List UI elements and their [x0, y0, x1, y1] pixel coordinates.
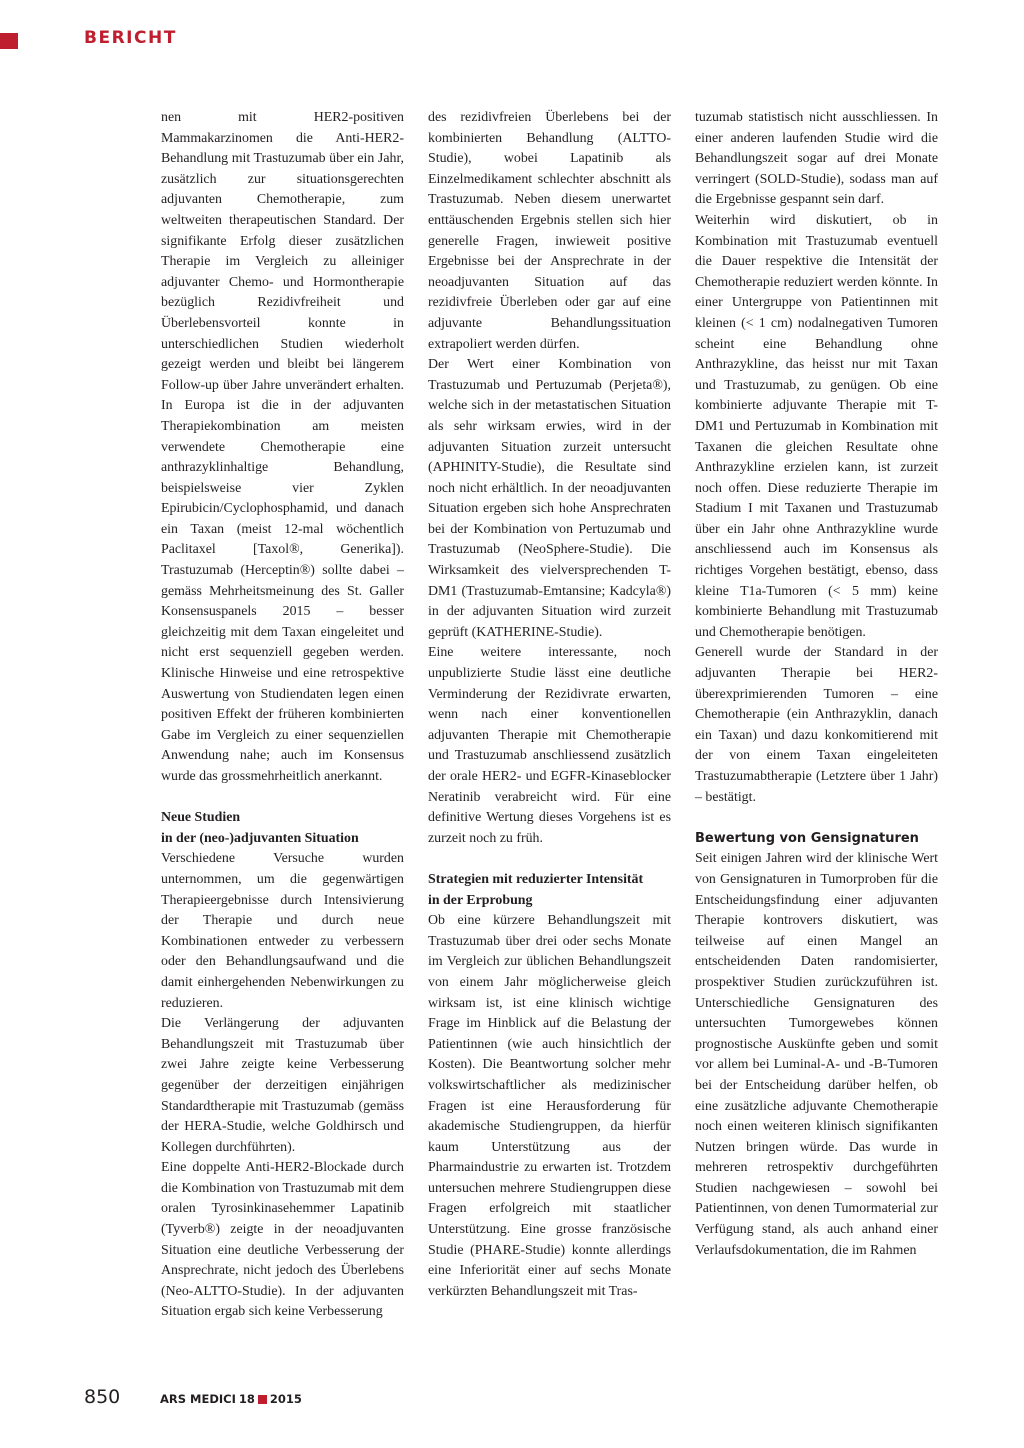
paragraph: Die Verlängerung der adjuvanten Behandlungszeit mit Trastuzumab über zwei Jahre zeigte keine Verbesserung gegenüber der derzeitigen einjährigen Standardtherapie mit Trastuzumab (gemäss der HERA-Studie, welche Goldhirsch und Kollegen durchführten).: [161, 1016, 404, 1155]
heading-line: Neue Studien: [161, 810, 241, 826]
heading-line: in der Erprobung: [428, 892, 533, 908]
paragraph: Ob eine kürzere Behandlungszeit mit Trastuzumab über drei oder sechs Monate im Vergleich zur üblichen Behandlungszeit von einem Jahr möglicherweise gleich wirksam ist, ist eine klinisch wichtige Frage im Hinblick auf die Belastung der Patientinnen (wie auch hinsichtlich der Kosten). Die Beantwortung solcher mehr volkswirtschaftlicher als medizinischer Fragen ist eine Herausforderung für akademische Studiengruppen, da hierfür kaum Unterstützung aus der Pharmaindustrie zu erwarten ist. Trotzdem untersuchen mehrere Studiengruppen diese Fragen erfolgreich mit staatlicher Unterstützung. Eine grosse französische Studie (PHARE-Studie) konnte allerdings eine Inferiorität einer auf sechs Monate verkürzten Behandlungszeit mit Tras-: [428, 913, 671, 1299]
page-number: 850: [84, 1386, 121, 1408]
paragraph: Eine doppelte Anti-HER2-Blockade durch die Kombination von Trastuzumab mit dem oralen Tyrosinkinasehemmer Lapatinib (Tyverb®) zeigte in der neoadjuvanten Situation eine deutliche Verbesserung der Ansprechrate, nicht jedoch des Überlebens (Neo-ALTTO-Studie). In der adjuvanten Situation ergab sich keine Verbesserung: [161, 1160, 404, 1320]
text-column-1: [161, 108, 404, 1323]
text-column-3: [695, 108, 938, 1261]
paragraph: Verschiedene Versuche wurden unternommen, um die gegenwärtigen Therapieergebnisse durch Intensivierung der Therapie und durch neue Kombinationen entweder zu verbessern oder den Behandlungsaufwand und die damit einhergehenden Nebenwirkungen zu reduzieren.: [161, 851, 404, 1011]
text-column-2: [428, 108, 671, 1302]
journal-footer: [160, 1392, 302, 1406]
section-heading: [161, 808, 404, 849]
paragraph: Weiterhin wird diskutiert, ob in Kombination mit Trastuzumab eventuell die Dauer respektive die Intensität der Chemotherapie reduziert werden könnte. In einer Untergruppe von Patientinnen mit kleinen (< 1 cm) nodalnegativen Tumoren scheint eine Behandlung ohne Anthrazykline, das heisst nur mit Taxan und Trastuzumab, zu genügen. Ob eine kombinierte adjuvante Therapie mit T-DM1 und Pertuzumab in Kombination mit Taxanen die gleichen Resultate ohne Anthrazykline erzielen kann, ist zurzeit noch offen. Diese reduzierte Therapie im Stadium I mit Taxanen und Trastuzumab über ein Jahr ohne Anthrazykline wurde anschliessend auch im Konsensus als richtiges Vorgehen bestätigt, ebenso, dass kleine T1a-Tumoren (< 5 mm) keine kombinierte Behandlung mit Trastuzumab und Chemotherapie benötigen.: [695, 212, 938, 640]
heading-line: Bewertung von Gensignaturen: [695, 830, 919, 846]
paragraph: Generell wurde der Standard in der adjuvanten Therapie bei HER2-überexprimierenden Tumoren – eine Chemotherapie (ein Anthrazyklin, danach ein Taxan) und dazu konkomitierend mit der von einem Taxan eingeleiteten Trastuzumabtherapie (Letztere über 1 Jahr) – bestätigt.: [695, 645, 938, 805]
paragraph: nen mit HER2-positiven Mammakarzinomen die Anti-HER2-Behandlung mit Trastuzumab über ein Jahr, zusätzlich zur situationsgerechten adjuvanten Chemotherapie, zum weltweiten therapeutischen Standard. Der signifikante Erfolg dieser zusätzlichen Therapie im Vergleich zu alleiniger adjuvanter Chemo- und Hormontherapie bezüglich Rezidivfreiheit und Überlebensvorteil konnte in unterschiedlichen Studien wiederholt gezeigt werden und bleibt bei längerem Follow-up über Jahre unverändert erhalten. In Europa ist die in der adjuvanten Therapiekombination am meisten verwendete Chemotherapie eine anthrazyklinhaltige Behandlung, beispielsweise vier Zyklen Epirubicin/Cyclophosphamid, und danach ein Taxan (meist 12-mal wöchentlich Paclitaxel [Taxol®, Generika]). Trastuzumab (Herceptin®) sollte dabei – gemäss Mehrheitsmeinung des St. Galler Konsensuspanels 2015 – besser gleichzeitig mit dem Taxan eingeleitet und nicht erst sequenziell gegeben werden. Klinische Hinweise und eine retrospektive Auswertung von Studiendaten legen einen positiven Effekt der früheren kombinierten Gabe im Vergleich zu einer sequenziellen Anwendung nahe; auch im Konsensus wurde das grossmehrheitlich anerkannt.: [161, 110, 404, 784]
heading-line: in der (neo-)adjuvanten Situation: [161, 830, 359, 846]
journal-issue: 18: [238, 1392, 255, 1406]
journal-name: ARS MEDICI: [160, 1392, 236, 1406]
paragraph: Eine weitere interessante, noch unpublizierte Studie lässt eine deutliche Verminderung der Rezidivrate erwarten, wenn nach einer konventionellen adjuvanten Therapie mit Chemotherapie und Trastuzumab anschliessend zusätzlich der orale HER2- und EGFR-Kinaseblocker Neratinib verabreicht wird. Für eine definitive Wertung dieses Vorgehens ist es zurzeit noch zu früh.: [428, 645, 671, 846]
section-heading: [428, 870, 671, 911]
paragraph: Seit einigen Jahren wird der klinische Wert von Gensignaturen in Tumorproben für die Entscheidungsfindung einer adjuvanten Therapie kontrovers diskutiert, was teilweise auf einen Mangel an entscheidenden Daten randomisierter, prospektiver Studien zurückzuführen ist. Unterschiedliche Gensignaturen des untersuchten Tumorgewebes können prognostische Auskünfte geben und somit vor allem bei Luminal-A- und -B-Tumoren bei der Entscheidung darüber helfen, ob eine zusätzliche adjuvante Chemotherapie noch einen weiteren klinisch signifikanten Nutzen bringen würde. Das wurde in mehreren retrospektiv durchgeführten Studien nachgewiesen – sowohl bei Patientinnen, von denen Tumormaterial zur Verfügung stand, als auch anhand einer Verlaufsdokumentation, die im Rahmen: [695, 851, 938, 1258]
paragraph: des rezidivfreien Überlebens bei der kombinierten Behandlung (ALTTO-Studie), wobei Lapatinib als Einzelmedikament schlechter abschnitt als Trastuzumab. Neben diesem unerwartet enttäuschenden Ergebnis stellen sich hier generelle Fragen, inwieweit positive Ergebnisse bei der Ansprechrate in der neoadjuvanten Situation auf das rezidivfreie Überleben oder gar auf eine adjuvante Behandlungssituation extrapoliert werden dürfen.: [428, 110, 671, 352]
section-heading: [695, 829, 938, 850]
paragraph: tuzumab statistisch nicht ausschliessen. In einer anderen laufenden Studie wird die Behandlungszeit sogar auf drei Monate verringert (SOLD-Studie), sodass man auf die Ergebnisse gespannt sein darf.: [695, 110, 938, 208]
journal-year: 2015: [269, 1392, 302, 1406]
square-icon: [258, 1395, 267, 1404]
section-label: BERICHT: [84, 28, 177, 48]
section-marker: [0, 33, 18, 49]
heading-line: Strategien mit reduzierter Intensität: [428, 871, 644, 887]
paragraph: Der Wert einer Kombination von Trastuzumab und Pertuzumab (Perjeta®), welche sich in der metastatischen Situation als sehr wirksam erwies, wird in der adjuvanten Situation zurzeit untersucht (APHINITY-Studie), die Resultate sind noch nicht erhältlich. In der neoadjuvanten Situation ergeben sich hohe Ansprechraten bei der Kombination von Pertuzumab und Trastuzumab (NeoSphere-Studie). Die Wirksamkeit des vielversprechenden T-DM1 (Trastuzumab-Emtansine; Kadcyla®) in der adjuvanten Situation wird zurzeit geprüft (KATHERINE-Studie).: [428, 357, 671, 640]
